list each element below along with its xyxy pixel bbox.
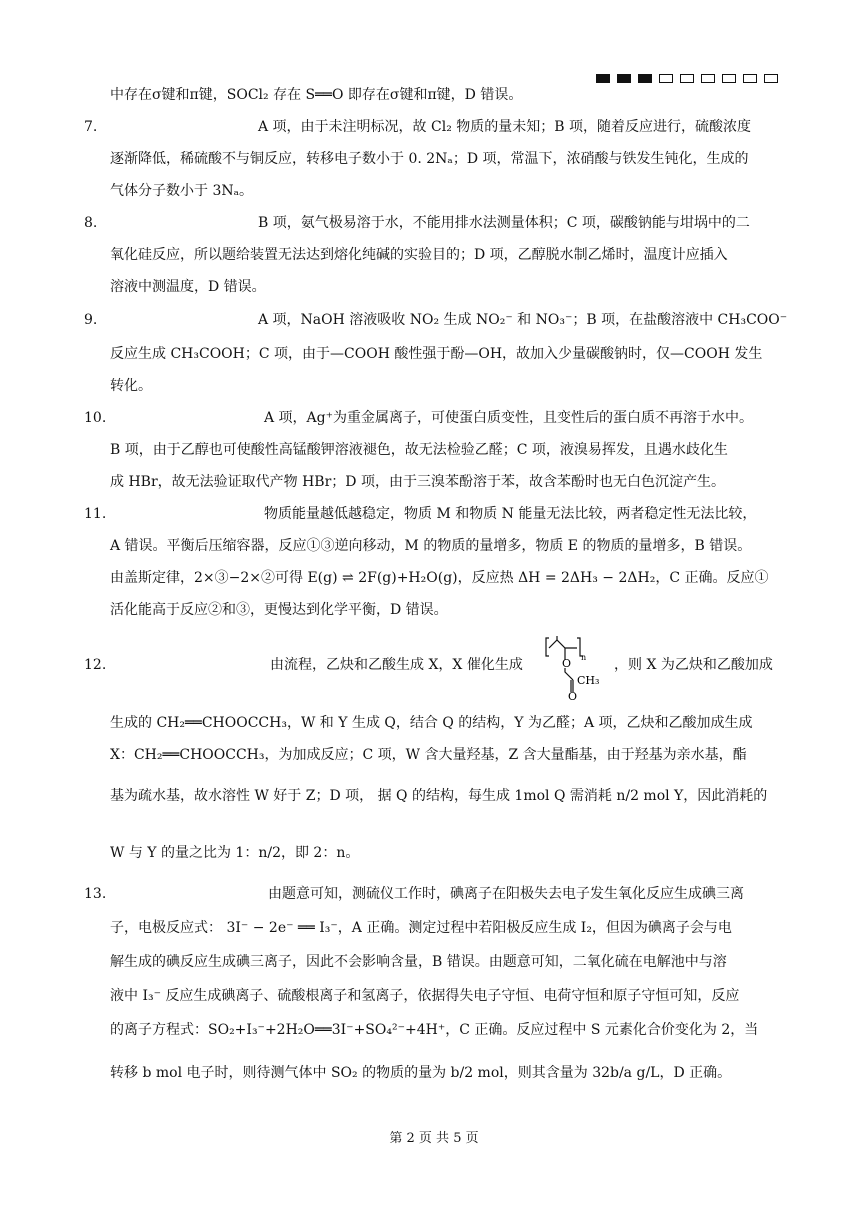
text-line: 由题意可知，测硫仪工作时，碘离子在阳极失去电子发生氧化反应生成碘三离 (268, 886, 744, 902)
text-line: 物质能量越低越稳定，物质 M 和物质 N 能量无法比较，两者稳定性无法比较， (264, 506, 757, 522)
text-line: 氧化硅反应，所以题给装置无法达到熔化纯碱的实验目的；D 项，乙醇脱水制乙烯时，温度计应插入 (110, 247, 728, 263)
progress-mark (743, 74, 757, 83)
text-line: 由流程，乙炔和乙酸生成 X，X 催化生成 (270, 657, 523, 673)
question-number: 11. (84, 506, 107, 522)
text-line: 活化能高于反应②和③，更慢达到化学平衡，D 错误。 (110, 602, 448, 618)
progress-mark (680, 74, 694, 83)
text-line: B 项，氨气极易溶于水，不能用排水法测量体积；C 项，碳酸钠能与坩埚中的二 (258, 215, 750, 231)
text-line: 反应生成 CH₃COOH；C 项，由于—COOH 酸性强于酚—OH，故加入少量碳酸钠时，仅—COOH 发生 (110, 346, 763, 362)
progress-mark (596, 74, 610, 83)
question-number: 13. (84, 886, 107, 902)
polymer-structure-image (543, 634, 613, 700)
progress-mark (701, 74, 715, 83)
question-number: 8. (84, 215, 98, 231)
svg-text:n: n (581, 653, 587, 662)
question-number: 9. (84, 312, 98, 328)
text-line: 转移 b mol 电子时，则待测气体中 SO₂ 的物质的量为 b/2 mol，则其含量为 32b/a g/L，D 正确。 (110, 1065, 732, 1081)
text-line: 逐渐降低，稀硫酸不与铜反应，转移电子数小于 0. 2Nₐ；D 项，常温下，浓硝酸与铁发生钝化，生成的 (110, 151, 749, 167)
text-line: 解生成的碘反应生成碘三离子，因此不会影响含量，B 错误。由题意可知，二氧化硫在电解池中与溶 (110, 954, 727, 970)
question-number: 7. (84, 119, 98, 135)
text-line: ，则 X 为乙炔和乙酸加成 (614, 657, 773, 673)
text-line: A 项，NaOH 溶液吸收 NO₂ 生成 NO₂⁻ 和 NO₃⁻；B 项，在盐酸溶液中 CH₃COO⁻ (258, 312, 788, 328)
text-line: 液中 I₃⁻ 反应生成碘离子、硫酸根离子和氢离子，依据得失电子守恒、电荷守恒和原子守恒可知，反应 (110, 988, 740, 1004)
text-line: 基为疏水基，故水溶性 W 好于 Z；D 项， 据 Q 的结构，每生成 1mol Q 需消耗 n/2 mol Y，因此消耗的 (110, 788, 768, 804)
text-line: 气体分子数小于 3Nₐ。 (110, 183, 254, 199)
text-line: X：CH₂══CHOOCCH₃，为加成反应；C 项，W 含大量羟基，Z 含大量酯基，由于羟基为亲水基，酯 (110, 747, 747, 763)
text-line: 中存在σ键和π键，SOCl₂ 存在 S══O 即存在σ键和π键，D 错误。 (110, 87, 523, 103)
page-footer: 第 2 页 共 5 页 (389, 1131, 479, 1146)
structure-label: CH₃ (577, 674, 600, 687)
text-line: A 错误。平衡后压缩容器，反应①③逆向移动，M 的物质的量增多，物质 E 的物质的量增多，B 错误。 (110, 538, 752, 554)
text-line: 溶液中测温度，D 错误。 (110, 279, 266, 295)
progress-mark (764, 74, 778, 83)
text-line: A 项，Ag⁺为重金属离子，可使蛋白质变性，且变性后的蛋白质不再溶于水中。 (264, 410, 754, 426)
text-line: A 项，由于未注明标况，故 Cl₂ 物质的量未知；B 项，随着反应进行，硫酸浓度 (258, 119, 751, 135)
question-number: 12. (84, 657, 107, 673)
progress-mark (638, 74, 652, 83)
svg-text:O: O (568, 690, 578, 700)
progress-marks (596, 74, 778, 83)
text-line: 的离子方程式：SO₂+I₃⁻+2H₂O══3I⁻+SO₄²⁻+4H⁺，C 正确。反应过程中 S 元素化合价变化为 2，当 (110, 1022, 759, 1038)
text-line: 生成的 CH₂══CHOOCCH₃，W 和 Y 生成 Q，结合 Q 的结构，Y 为乙醛；A 项，乙炔和乙酸加成生成 (110, 715, 753, 731)
progress-mark (722, 74, 736, 83)
text-line: 转化。 (110, 378, 152, 394)
progress-mark (659, 74, 673, 83)
text-line: W 与 Y 的量之比为 1：n/2，即 2：n。 (110, 845, 360, 861)
progress-mark (617, 74, 631, 83)
text-line: B 项，由于乙醇也可使酸性高锰酸钾溶液褪色，故无法检验乙醛；C 项，液溴易挥发，且遇水歧化生 (110, 442, 728, 458)
text-line: 子，电极反应式： 3I⁻ − 2e⁻ ══ I₃⁻，A 正确。测定过程中若阳极反应生成 I₂，但因为碘离子会与电 (110, 920, 732, 936)
question-number: 10. (84, 410, 107, 426)
text-line: 由盖斯定律，2×③−2×②可得 E(g) ⇌ 2F(g)+H₂O(g)，反应热 ΔH = 2ΔH₃ − 2ΔH₂，C 正确。反应① (110, 570, 769, 586)
text-line: 成 HBr，故无法验证取代产物 HBr；D 项，由于三溴苯酚溶于苯，故含苯酚时也无白色沉淀产生。 (110, 474, 725, 490)
svg-text:O: O (562, 657, 572, 670)
